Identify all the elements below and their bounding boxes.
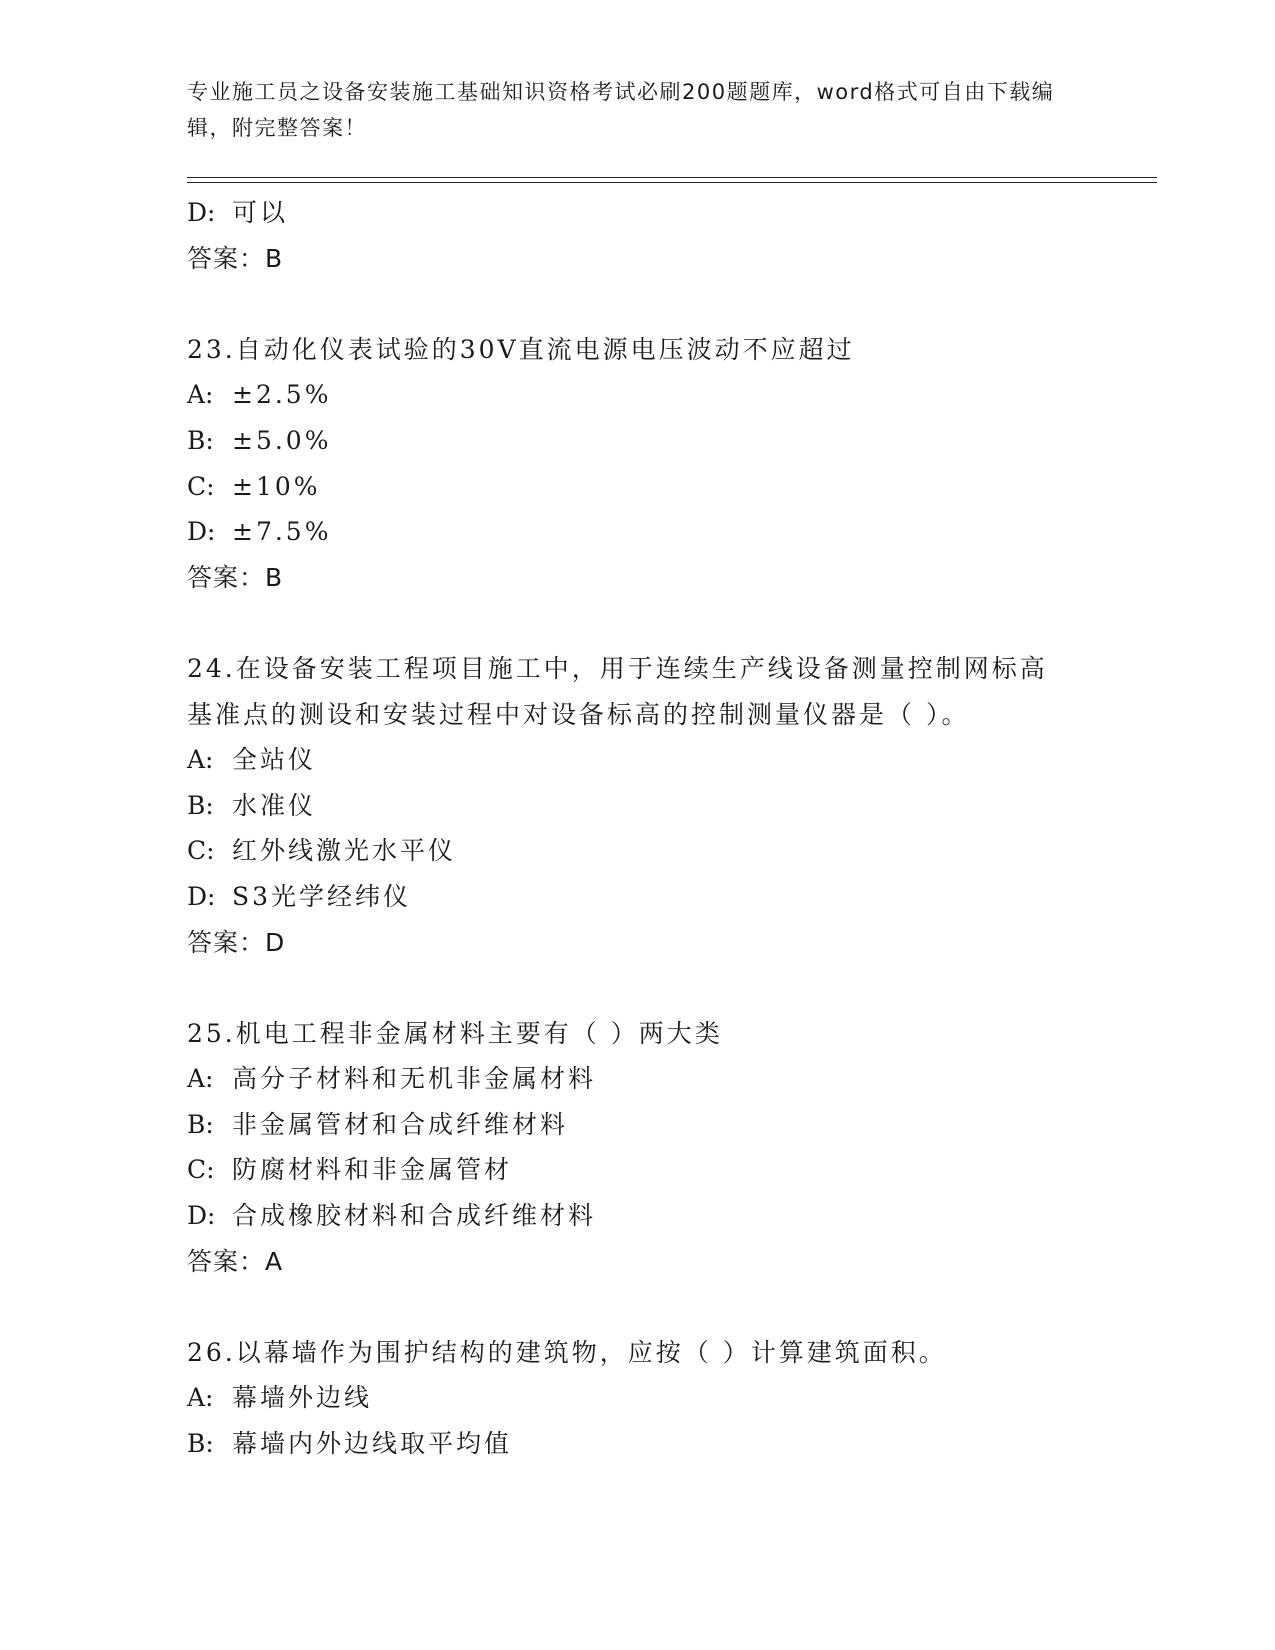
option-b (187, 1421, 1157, 1467)
header-title: 专业施工员之设备安装施工基础知识资格考试必刷200题题库，word格式可自由下载编辑，附完整答案！ (187, 80, 1055, 140)
option-text: ±2.5% (232, 380, 332, 410)
question-stem: 24.在设备安装工程项目施工中，用于连续生产线设备测量控制网标高 (187, 653, 1048, 683)
question-content (187, 190, 1157, 1467)
option-text: 幕墙内外边线取平均值 (232, 1429, 513, 1459)
option-text: 可以 (232, 198, 289, 227)
option-text: ±7.5% (232, 517, 332, 547)
option-d (187, 190, 1157, 236)
header-divider-top (187, 177, 1157, 178)
answer-line: 答案：B (187, 562, 284, 592)
option-label: B: (187, 1429, 214, 1459)
option-text: ±10% (232, 471, 321, 501)
option-c (187, 1147, 1157, 1193)
option-c (187, 828, 1157, 874)
header-divider-bottom (187, 182, 1157, 183)
option-a (187, 737, 1157, 783)
option-b (187, 783, 1157, 829)
option-label: A: (187, 1064, 214, 1094)
option-text: 幕墙外边线 (232, 1383, 373, 1413)
option-label: A: (187, 1383, 214, 1413)
option-label: D: (187, 517, 216, 547)
spacer (187, 281, 1157, 327)
option-label: D: (187, 1201, 216, 1231)
question-stem: 25.机电工程非金属材料主要有（ ）两大类 (187, 1018, 723, 1048)
option-label: C: (187, 836, 215, 866)
option-label: A: (187, 745, 214, 775)
question-stem-continued: 基准点的测设和安装过程中对设备标高的控制测量仪器是（ ）。 (187, 699, 970, 729)
option-text: 防腐材料和非金属管材 (232, 1155, 513, 1185)
option-text: ±5.0% (232, 425, 332, 455)
option-a (187, 1375, 1157, 1421)
option-label: C: (187, 471, 215, 501)
option-b (187, 418, 1157, 464)
answer-line: 答案：D (187, 927, 286, 957)
option-a (187, 1056, 1157, 1102)
question-stem: 23.自动化仪表试验的30V直流电源电压波动不应超过 (187, 334, 855, 364)
option-text: 红外线激光水平仪 (232, 836, 457, 866)
option-c (187, 464, 1157, 510)
option-label: B: (187, 425, 214, 455)
option-label: D: (187, 881, 216, 911)
option-b (187, 1102, 1157, 1148)
spacer (187, 1284, 1157, 1330)
option-text: 非金属管材和合成纤维材料 (232, 1109, 569, 1139)
option-label: B: (187, 790, 214, 820)
option-d (187, 509, 1157, 555)
option-label: C: (187, 1155, 215, 1185)
option-label: B: (187, 1109, 214, 1139)
spacer (187, 965, 1157, 1011)
spacer (187, 600, 1157, 646)
option-text: 合成橡胶材料和合成纤维材料 (232, 1201, 597, 1231)
option-label: A: (187, 380, 214, 410)
option-label: D: (187, 198, 216, 227)
option-text: S3光学经纬仪 (232, 881, 412, 911)
answer-line: 答案：B (187, 243, 284, 273)
answer-line: 答案：A (187, 1246, 284, 1276)
option-text: 水准仪 (232, 790, 317, 820)
option-a (187, 372, 1157, 418)
option-d (187, 1193, 1157, 1239)
option-d (187, 874, 1157, 920)
option-text: 高分子材料和无机非金属材料 (232, 1064, 597, 1094)
option-text: 全站仪 (232, 745, 317, 775)
question-stem: 26.以幕墙作为围护结构的建筑物，应按（ ）计算建筑面积。 (187, 1337, 947, 1367)
